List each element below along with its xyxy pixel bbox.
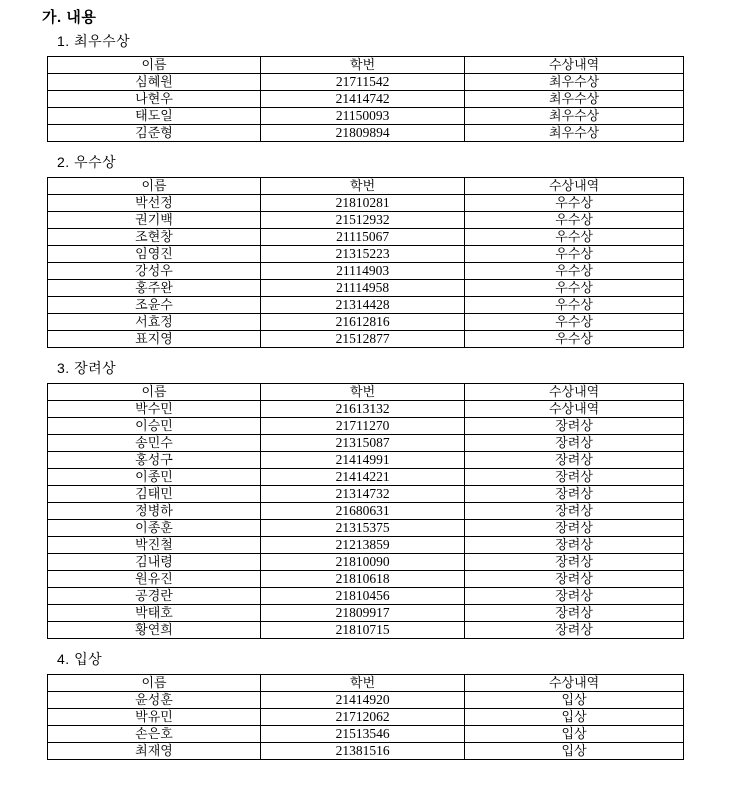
cell-award: 최우수상	[465, 108, 684, 125]
cell-student-id: 21711542	[261, 74, 465, 91]
award-section	[0, 651, 735, 760]
cell-name: 박유민	[48, 709, 261, 726]
cell-student-id: 21680631	[261, 503, 465, 520]
cell-student-id: 21809917	[261, 605, 465, 622]
cell-award: 우수상	[465, 246, 684, 263]
cell-student-id: 21414991	[261, 452, 465, 469]
cell-award: 입상	[465, 709, 684, 726]
cell-name: 서효정	[48, 314, 261, 331]
cell-student-id: 21711270	[261, 418, 465, 435]
table-row	[48, 314, 684, 331]
column-header-name: 이름	[48, 57, 261, 74]
cell-name: 송민수	[48, 435, 261, 452]
table-row	[48, 74, 684, 91]
cell-student-id: 21512877	[261, 331, 465, 348]
cell-award: 입상	[465, 692, 684, 709]
table-header-row	[48, 675, 684, 692]
column-header-student-id: 학번	[261, 57, 465, 74]
award-table	[47, 177, 684, 348]
cell-award: 최우수상	[465, 91, 684, 108]
cell-student-id: 21114903	[261, 263, 465, 280]
cell-name: 박태호	[48, 605, 261, 622]
table-header-row	[48, 57, 684, 74]
cell-student-id: 21810456	[261, 588, 465, 605]
table-row	[48, 108, 684, 125]
table-row	[48, 331, 684, 348]
cell-student-id: 21810281	[261, 195, 465, 212]
cell-student-id: 21114958	[261, 280, 465, 297]
table-row	[48, 709, 684, 726]
cell-name: 김태민	[48, 486, 261, 503]
section-heading: 1. 최우수상	[57, 33, 131, 49]
table-header-row	[48, 384, 684, 401]
table-row	[48, 246, 684, 263]
cell-name: 홍주완	[48, 280, 261, 297]
table-row	[48, 520, 684, 537]
cell-student-id: 21613132	[261, 401, 465, 418]
table-row	[48, 726, 684, 743]
cell-student-id: 21314428	[261, 297, 465, 314]
cell-student-id: 21381516	[261, 743, 465, 760]
section-heading: 4. 입상	[57, 651, 103, 667]
cell-student-id: 21315223	[261, 246, 465, 263]
cell-award: 수상내역	[465, 401, 684, 418]
table-row	[48, 469, 684, 486]
table-row	[48, 435, 684, 452]
cell-student-id: 21414742	[261, 91, 465, 108]
table-row	[48, 212, 684, 229]
cell-award: 장려상	[465, 554, 684, 571]
cell-name: 홍성구	[48, 452, 261, 469]
column-header-name: 이름	[48, 384, 261, 401]
table-row	[48, 263, 684, 280]
award-section	[0, 360, 735, 639]
cell-award: 장려상	[465, 520, 684, 537]
cell-name: 표지영	[48, 331, 261, 348]
cell-award: 장려상	[465, 469, 684, 486]
column-header-award: 수상내역	[465, 384, 684, 401]
cell-award: 입상	[465, 726, 684, 743]
column-header-name: 이름	[48, 675, 261, 692]
cell-award: 우수상	[465, 280, 684, 297]
cell-name: 김내령	[48, 554, 261, 571]
table-row	[48, 537, 684, 554]
award-table	[47, 383, 684, 639]
cell-name: 김준형	[48, 125, 261, 142]
column-header-student-id: 학번	[261, 178, 465, 195]
table-row	[48, 195, 684, 212]
cell-name: 손은호	[48, 726, 261, 743]
table-row	[48, 418, 684, 435]
cell-student-id: 21810618	[261, 571, 465, 588]
cell-name: 이종훈	[48, 520, 261, 537]
cell-award: 최우수상	[465, 125, 684, 142]
table-row	[48, 125, 684, 142]
table-row	[48, 554, 684, 571]
cell-award: 장려상	[465, 605, 684, 622]
cell-award: 장려상	[465, 503, 684, 520]
cell-award: 입상	[465, 743, 684, 760]
table-row	[48, 486, 684, 503]
cell-student-id: 21612816	[261, 314, 465, 331]
table-row	[48, 401, 684, 418]
cell-name: 태도일	[48, 108, 261, 125]
section-heading: 3. 장려상	[57, 360, 117, 376]
column-header-award: 수상내역	[465, 675, 684, 692]
cell-award: 우수상	[465, 212, 684, 229]
table-row	[48, 297, 684, 314]
award-section	[0, 33, 735, 142]
cell-award: 장려상	[465, 622, 684, 639]
table-row	[48, 622, 684, 639]
column-header-name: 이름	[48, 178, 261, 195]
cell-name: 심혜원	[48, 74, 261, 91]
cell-award: 장려상	[465, 486, 684, 503]
cell-student-id: 21414920	[261, 692, 465, 709]
table-row	[48, 280, 684, 297]
cell-award: 우수상	[465, 331, 684, 348]
cell-award: 장려상	[465, 537, 684, 554]
cell-name: 임영진	[48, 246, 261, 263]
table-row	[48, 588, 684, 605]
cell-name: 권기백	[48, 212, 261, 229]
cell-student-id: 21513546	[261, 726, 465, 743]
column-header-award: 수상내역	[465, 57, 684, 74]
table-header-row	[48, 178, 684, 195]
cell-student-id: 21150093	[261, 108, 465, 125]
column-header-student-id: 학번	[261, 675, 465, 692]
cell-name: 박진철	[48, 537, 261, 554]
cell-name: 박수민	[48, 401, 261, 418]
cell-award: 우수상	[465, 195, 684, 212]
cell-award: 장려상	[465, 418, 684, 435]
cell-student-id: 21115067	[261, 229, 465, 246]
award-table	[47, 56, 684, 142]
cell-award: 우수상	[465, 314, 684, 331]
cell-name: 박선정	[48, 195, 261, 212]
section-heading: 2. 우수상	[57, 154, 117, 170]
cell-name: 나현우	[48, 91, 261, 108]
table-row	[48, 229, 684, 246]
cell-name: 조윤수	[48, 297, 261, 314]
cell-student-id: 21314732	[261, 486, 465, 503]
cell-name: 강성우	[48, 263, 261, 280]
cell-student-id: 21712062	[261, 709, 465, 726]
cell-award: 최우수상	[465, 74, 684, 91]
award-section	[0, 154, 735, 348]
table-row	[48, 91, 684, 108]
page-title: 가. 내용	[42, 9, 97, 26]
table-row	[48, 452, 684, 469]
cell-name: 황연희	[48, 622, 261, 639]
cell-name: 조현창	[48, 229, 261, 246]
cell-student-id: 21810715	[261, 622, 465, 639]
cell-name: 공경란	[48, 588, 261, 605]
cell-student-id: 21809894	[261, 125, 465, 142]
column-header-student-id: 학번	[261, 384, 465, 401]
cell-award: 장려상	[465, 588, 684, 605]
cell-name: 정병하	[48, 503, 261, 520]
table-row	[48, 605, 684, 622]
table-row	[48, 692, 684, 709]
award-table	[47, 674, 684, 760]
cell-award: 우수상	[465, 229, 684, 246]
cell-name: 원유진	[48, 571, 261, 588]
table-row	[48, 503, 684, 520]
cell-student-id: 21315375	[261, 520, 465, 537]
cell-award: 우수상	[465, 263, 684, 280]
cell-name: 이종민	[48, 469, 261, 486]
sections-container	[0, 33, 735, 760]
cell-award: 장려상	[465, 452, 684, 469]
cell-student-id: 21315087	[261, 435, 465, 452]
cell-award: 장려상	[465, 571, 684, 588]
cell-award: 장려상	[465, 435, 684, 452]
cell-name: 윤성훈	[48, 692, 261, 709]
cell-student-id: 21414221	[261, 469, 465, 486]
cell-student-id: 21213859	[261, 537, 465, 554]
cell-student-id: 21512932	[261, 212, 465, 229]
cell-award: 우수상	[465, 297, 684, 314]
table-row	[48, 571, 684, 588]
table-row	[48, 743, 684, 760]
cell-name: 최재영	[48, 743, 261, 760]
cell-student-id: 21810090	[261, 554, 465, 571]
cell-name: 이승민	[48, 418, 261, 435]
column-header-award: 수상내역	[465, 178, 684, 195]
